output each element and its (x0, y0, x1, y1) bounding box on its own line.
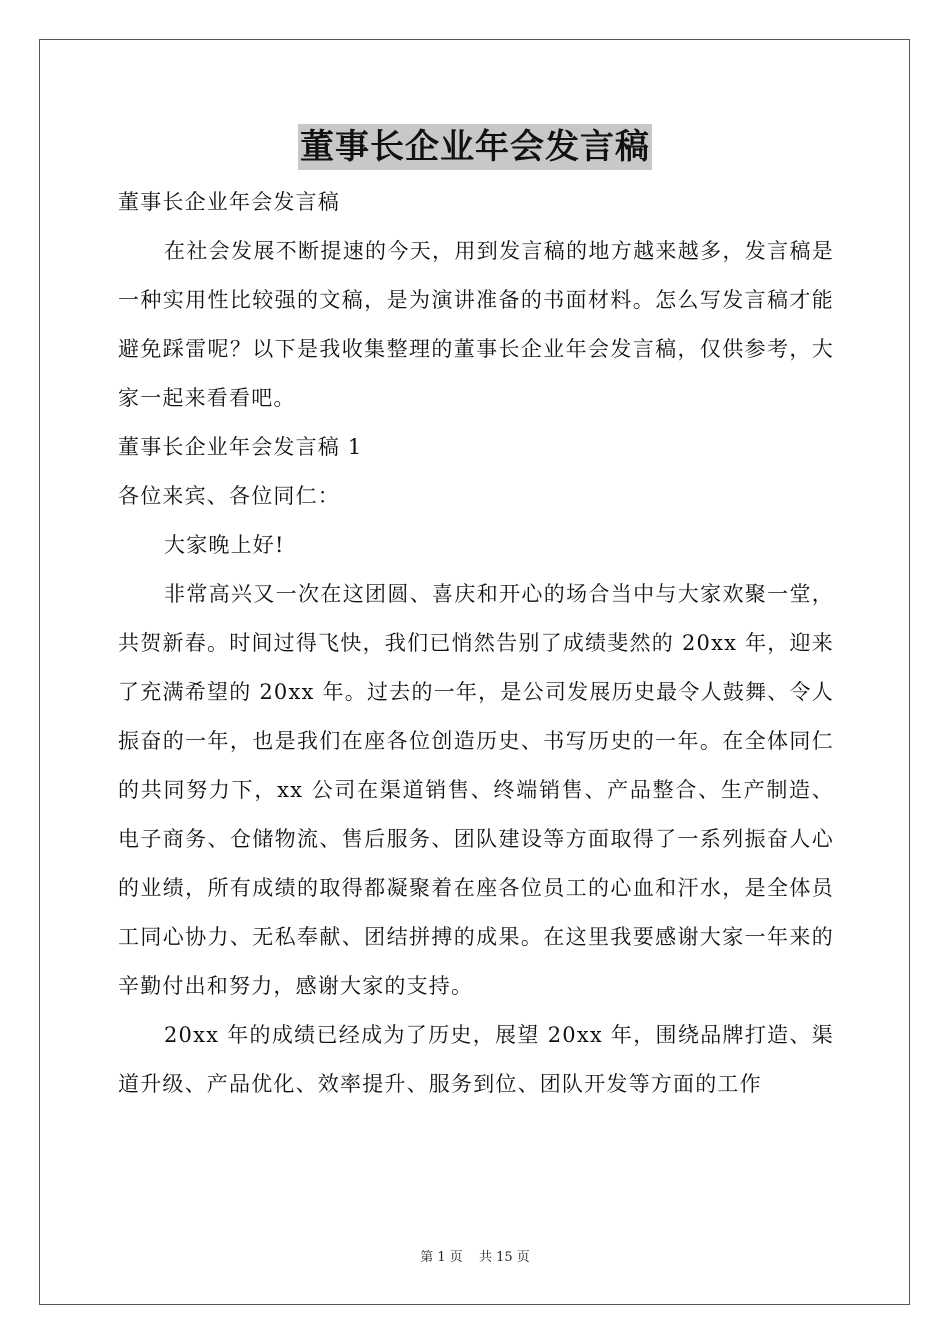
paragraph-subtitle: 董事长企业年会发言稿 (118, 190, 340, 214)
document-body (118, 178, 834, 1109)
paragraph-greeting: 大家晚上好! (164, 533, 285, 557)
page-number: 第 1 页 (420, 1250, 463, 1265)
paragraph-salutation: 各位来宾、各位同仁： (118, 484, 340, 508)
page-footer (0, 1246, 950, 1265)
paragraph-body-2: 20xx 年的成绩已经成为了历史，展望 20xx 年，围绕品牌打造、渠道升级、产品优化、效率提升、服务到位、团队开发等方面的工作 (118, 1023, 834, 1096)
page-total: 共 15 页 (478, 1250, 530, 1265)
document-title: 董事长企业年会发言稿 (298, 124, 652, 170)
title-wrap (0, 124, 950, 170)
paragraph-body-1: 非常高兴又一次在这团圆、喜庆和开心的场合当中与大家欢聚一堂，共贺新春。时间过得飞快，我们已悄然告别了成绩斐然的 20xx 年，迎来了充满希望的 20xx 年。过去的一年，是公司发展历史最令人鼓舞、令人振奋的一年，也是我们在座各位创造历史、书写历史的一年。在全体同仁的共同努力下，xx 公司在渠道销售、终端销售、产品整合、生产制造、电子商务、仓储物流、售后服务、团队建设等方面取得了一系列振奋人心的业绩，所有成绩的取得都凝聚着在座各位员工的心血和汗水，是全体员工同心协力、无私奉献、团结拼搏的成果。在这里我要感谢大家一年来的辛勤付出和努力，感谢大家的支持。 (118, 582, 834, 998)
paragraph-intro: 在社会发展不断提速的今天，用到发言稿的地方越来越多，发言稿是一种实用性比较强的文稿，是为演讲准备的书面材料。怎么写发言稿才能避免踩雷呢？以下是我收集整理的董事长企业年会发言稿，仅供参考，大家一起来看看吧。 (118, 239, 834, 410)
paragraph-section-heading: 董事长企业年会发言稿 1 (118, 435, 363, 459)
